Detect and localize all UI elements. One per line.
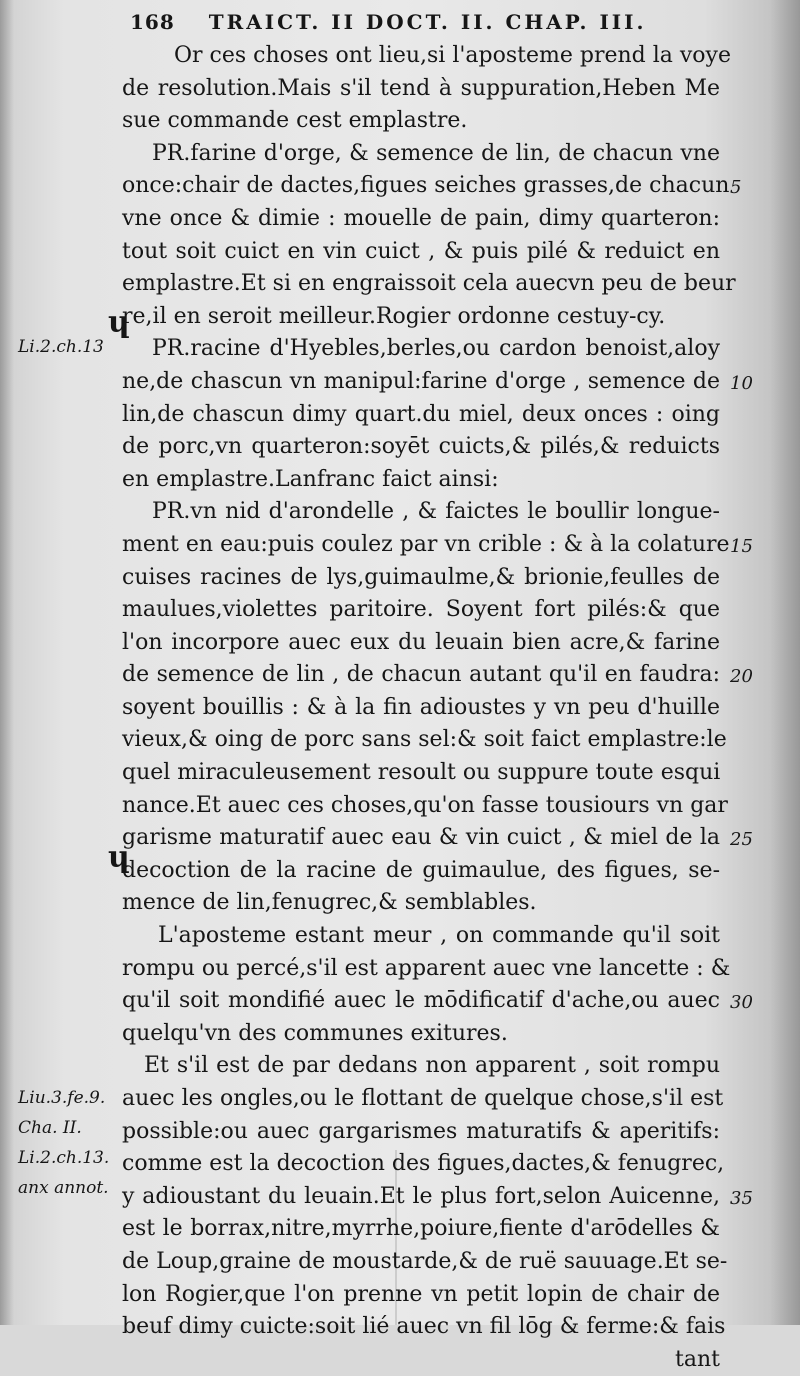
text-line: vieux,& oing de porc sans sel:& soit faict emplastre:le <box>122 727 727 753</box>
text-line: rompu ou percé,s'il est apparent auec vne lancette : & <box>122 955 731 981</box>
text-line: re,il en seroit meilleur.Rogier ordonne cestuy-cy. <box>122 303 666 329</box>
running-title: TRAICT. II DOCT. II. CHAP. III. <box>208 10 647 34</box>
text-line: vne once & dimie : mouelle de pain, dimy quarteron: <box>122 205 720 231</box>
text-line-content: garisme maturatif auec eau & vin cuict , & miel de la <box>122 825 720 851</box>
text-line <box>122 822 753 855</box>
text-line: comme est la decoction des figues,dactes,& fenugrec, <box>122 1151 725 1177</box>
text-line: lon Rogier,que l'on prenne vn petit lopin de chair de <box>122 1281 720 1307</box>
text-line-content: qu'il soit mondifié auec le mōdificatif d'ache,ou auec <box>122 988 720 1014</box>
margin-note: Li.2.ch.13 <box>18 337 104 357</box>
text-line: tout soit cuict en vin cuict , & puis pilé & reduict en <box>122 238 720 264</box>
text-line: decoction de la racine de guimaulue, des figues, se- <box>122 857 720 883</box>
paragraph-mark: ɥ <box>108 305 130 340</box>
page-edge-shadow <box>770 0 800 1325</box>
text-line: sue commande cest emplastre. <box>122 108 468 134</box>
text-line: PR.vn nid d'arondelle , & faictes le boullir longue- <box>152 499 720 525</box>
text-line: possible:ou auec gargarismes maturatifs & aperitifs: <box>122 1118 720 1144</box>
catchword: tant <box>675 1346 720 1372</box>
text-line <box>122 170 742 203</box>
line-number: 30 <box>730 992 753 1014</box>
text-line <box>122 366 753 399</box>
text-line: cuises racines de lys,guimaulme,& brionie,feulles de <box>122 564 720 590</box>
text-line-content: y adioustant du leuain.Et le plus fort,selon Auicenne, <box>122 1183 720 1209</box>
paragraph-mark: ɥ <box>108 840 130 875</box>
text-line: Et s'il est de par dedans non apparent , soit rompu <box>144 1053 720 1079</box>
text-line: quelqu'vn des communes exitures. <box>122 1020 508 1046</box>
line-number: 35 <box>730 1187 753 1209</box>
text-line: nance.Et auec ces choses,qu'on fasse tousiours vn gar <box>122 792 728 818</box>
body-text <box>122 40 753 1376</box>
text-line: emplastre.Et si en engraissoit cela auecvn peu de beur <box>122 271 736 297</box>
line-number: 20 <box>730 666 753 688</box>
text-line-content: once:chair de dactes,figues seiches grasses,de chacun <box>122 173 730 199</box>
line-number: 5 <box>730 177 742 199</box>
text-line: en emplastre.Lanfranc faict ainsi: <box>122 466 499 492</box>
text-line: soyent bouillis : & à la fin adioustes y vn peu d'huille <box>122 694 720 720</box>
text-line: auec les ongles,ou le flottant de quelque chose,s'il est <box>122 1086 724 1111</box>
text-line: PR.racine d'Hyebles,berles,ou cardon benoist,aloy <box>152 336 720 362</box>
gutter-shadow <box>0 0 14 1325</box>
text-line: de Loup,graine de moustarde,& de ruë sauuage.Et se- <box>122 1248 728 1274</box>
text-line <box>122 659 753 692</box>
text-line: de resolution.Mais s'il tend à suppuration,Heben Me <box>122 75 720 101</box>
text-line: est le borrax,nitre,myrrhe,poiure,fiente d'arōdelles & <box>122 1216 720 1242</box>
text-line: Or ces choses ont lieu,si l'aposteme prend la voye <box>174 43 732 68</box>
text-line <box>122 1181 753 1214</box>
text-line: lin,de chascun dimy quart.du miel, deux onces : oing <box>122 401 720 427</box>
line-number: 25 <box>730 829 753 851</box>
text-line: maulues,violettes paritoire. Soyent fort pilés:& que <box>122 597 720 623</box>
text-line: L'aposteme estant meur , on commande qu'il soit <box>158 923 720 949</box>
text-line: de porc,vn quarteron:soyēt cuicts,& pilés,& reduicts <box>122 434 720 460</box>
text-line <box>122 529 753 562</box>
running-header <box>130 10 690 34</box>
text-line: mence de lin,fenugrec,& semblables. <box>122 890 537 916</box>
text-line <box>122 985 753 1018</box>
page-number: 168 <box>130 10 175 34</box>
text-line-content: de semence de lin , de chacun autant qu'il en faudra: <box>122 662 720 688</box>
text-line-content: ne,de chascun vn manipul:farine d'orge , semence de <box>122 368 720 394</box>
line-number: 15 <box>730 535 753 557</box>
text-line: quel miraculeusement resoult ou suppure toute esqui <box>122 760 721 786</box>
margin-note: Liu.3.fe.9. <box>18 1088 106 1108</box>
text-line: PR.farine d'orge, & semence de lin, de chacun vne <box>152 140 720 166</box>
text-line-content: ment en eau:puis coulez par vn crible : & à la colature <box>122 531 730 557</box>
margin-note: anx annot. <box>18 1178 109 1198</box>
margin-note: Li.2.ch.13. <box>18 1148 110 1168</box>
line-number: 10 <box>730 372 753 394</box>
text-line: l'on incorpore auec eux du leuain bien acre,& farine <box>122 629 720 655</box>
text-line: beuf dimy cuicte:soit lié auec vn fil lōg & ferme:& fais <box>122 1314 726 1340</box>
margin-note: Cha. II. <box>18 1118 82 1138</box>
